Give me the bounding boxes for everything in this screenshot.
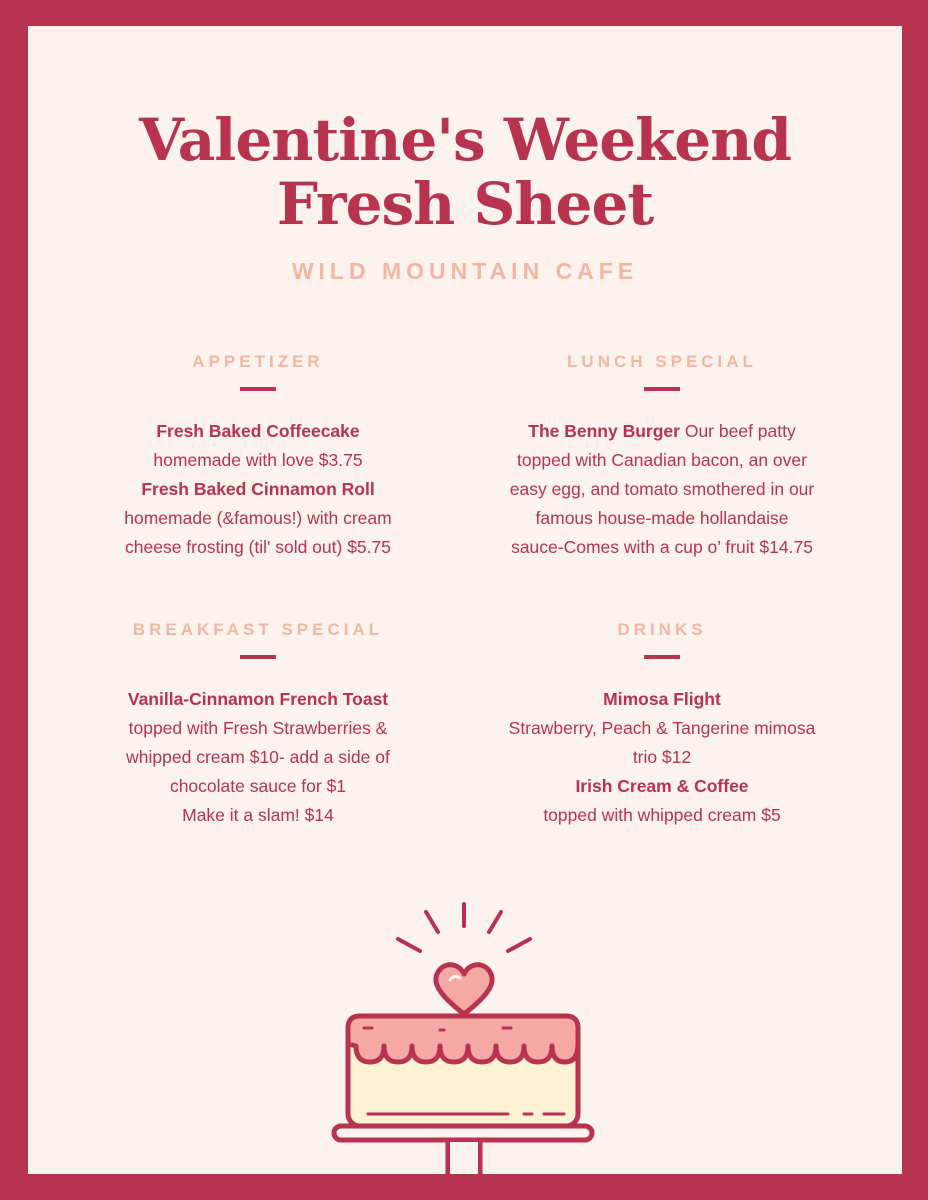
title-line-2: Fresh Sheet [276, 170, 654, 238]
item-description: topped with Fresh Strawberries & [128, 718, 388, 738]
item-description: Make it a slam! $14 [182, 805, 334, 825]
item-name: Mimosa Flight [603, 689, 721, 709]
item-name: Fresh Baked Coffeecake [156, 421, 360, 441]
item-name: Irish Cream & Coffee [575, 776, 749, 796]
section-divider [240, 655, 276, 659]
section-body [68, 685, 448, 830]
menu-page [28, 26, 902, 1174]
item-description: whipped cream $10- add a side of [126, 747, 390, 767]
section-body [472, 417, 852, 562]
heart-cake-icon [328, 894, 608, 1174]
item-description: chocolate sauce for $1 [169, 776, 347, 796]
item-description: homemade (&famous!) with cream [124, 508, 392, 528]
section-heading: BREAKFAST SPECIAL [132, 620, 384, 639]
item-description: homemade with love $3.75 [153, 450, 363, 470]
section-divider [644, 387, 680, 391]
item-name: Fresh Baked Cinnamon Roll [141, 479, 375, 499]
item-name: The Benny Burger [528, 421, 680, 441]
appetizer-section [68, 352, 448, 562]
section-body [68, 417, 448, 562]
section-heading: DRINKS [617, 620, 707, 639]
lunch-special-section [472, 352, 852, 562]
heart-shape [436, 965, 492, 1014]
page-title [28, 108, 902, 236]
drinks-section [472, 620, 852, 830]
item-description: trio $12 [632, 747, 692, 767]
sparkle-rays [398, 904, 530, 951]
cafe-name: WILD MOUNTAIN CAFE [291, 258, 639, 284]
item-description: topped with whipped cream $5 [543, 805, 781, 825]
title-line-1: Valentine's Weekend [139, 106, 791, 174]
item-description: Our beef patty [679, 421, 796, 441]
item-description: sauce-Comes with a cup o’ fruit $14.75 [511, 537, 813, 557]
breakfast-special-section [68, 620, 448, 830]
item-name: Vanilla-Cinnamon French Toast [127, 689, 389, 709]
section-heading: LUNCH SPECIAL [567, 352, 757, 371]
cake-plate [334, 1126, 592, 1140]
item-description: Strawberry, Peach & Tangerine mimosa [508, 718, 816, 738]
item-description: cheese frosting (til' sold out) $5.75 [125, 537, 391, 557]
item-description: topped with Canadian bacon, an over [517, 450, 807, 470]
section-body [472, 685, 852, 830]
section-heading: APPETIZER [192, 352, 324, 371]
item-description: easy egg, and tomato smothered in our [509, 479, 815, 499]
cake-frosting [348, 1016, 578, 1062]
item-description: famous house-made hollandaise [535, 508, 789, 528]
section-divider [240, 387, 276, 391]
section-divider [644, 655, 680, 659]
